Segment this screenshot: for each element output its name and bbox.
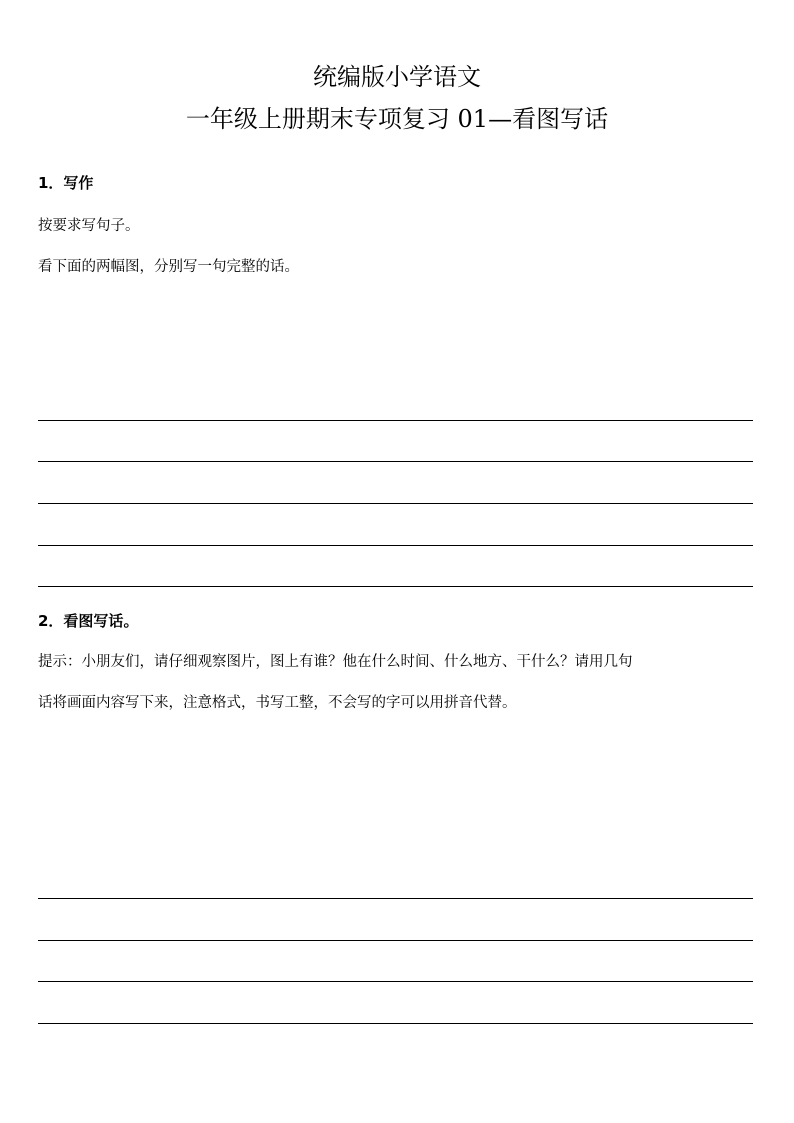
question-1-prompt: 看下面的两幅图，分别写一句完整的话。 (38, 259, 299, 275)
document-subtitle: 一年级上册期末专项复习 01—看图写话 (185, 105, 609, 133)
writing-line[interactable] (38, 1023, 753, 1024)
writing-line[interactable] (38, 940, 753, 941)
question-2-hint-line-1: 提示：小朋友们，请仔细观察图片，图上有谁？他在什么时间、什么地方、干什么？请用几句 (38, 654, 633, 670)
writing-line[interactable] (38, 461, 753, 462)
document-title: 统编版小学语文 (313, 63, 481, 91)
question-1-instruction: 按要求写句子。 (38, 218, 140, 234)
question-2-hint-line-2: 话将画面内容写下来，注意格式，书写工整，不会写的字可以用拼音代替。 (38, 695, 517, 711)
question-2-heading: 2．看图写话。 (38, 612, 139, 630)
question-1-heading: 1．写作 (38, 174, 94, 192)
writing-line[interactable] (38, 981, 753, 982)
writing-line[interactable] (38, 586, 753, 587)
writing-line[interactable] (38, 420, 753, 421)
writing-line[interactable] (38, 898, 753, 899)
writing-line[interactable] (38, 503, 753, 504)
writing-line[interactable] (38, 545, 753, 546)
